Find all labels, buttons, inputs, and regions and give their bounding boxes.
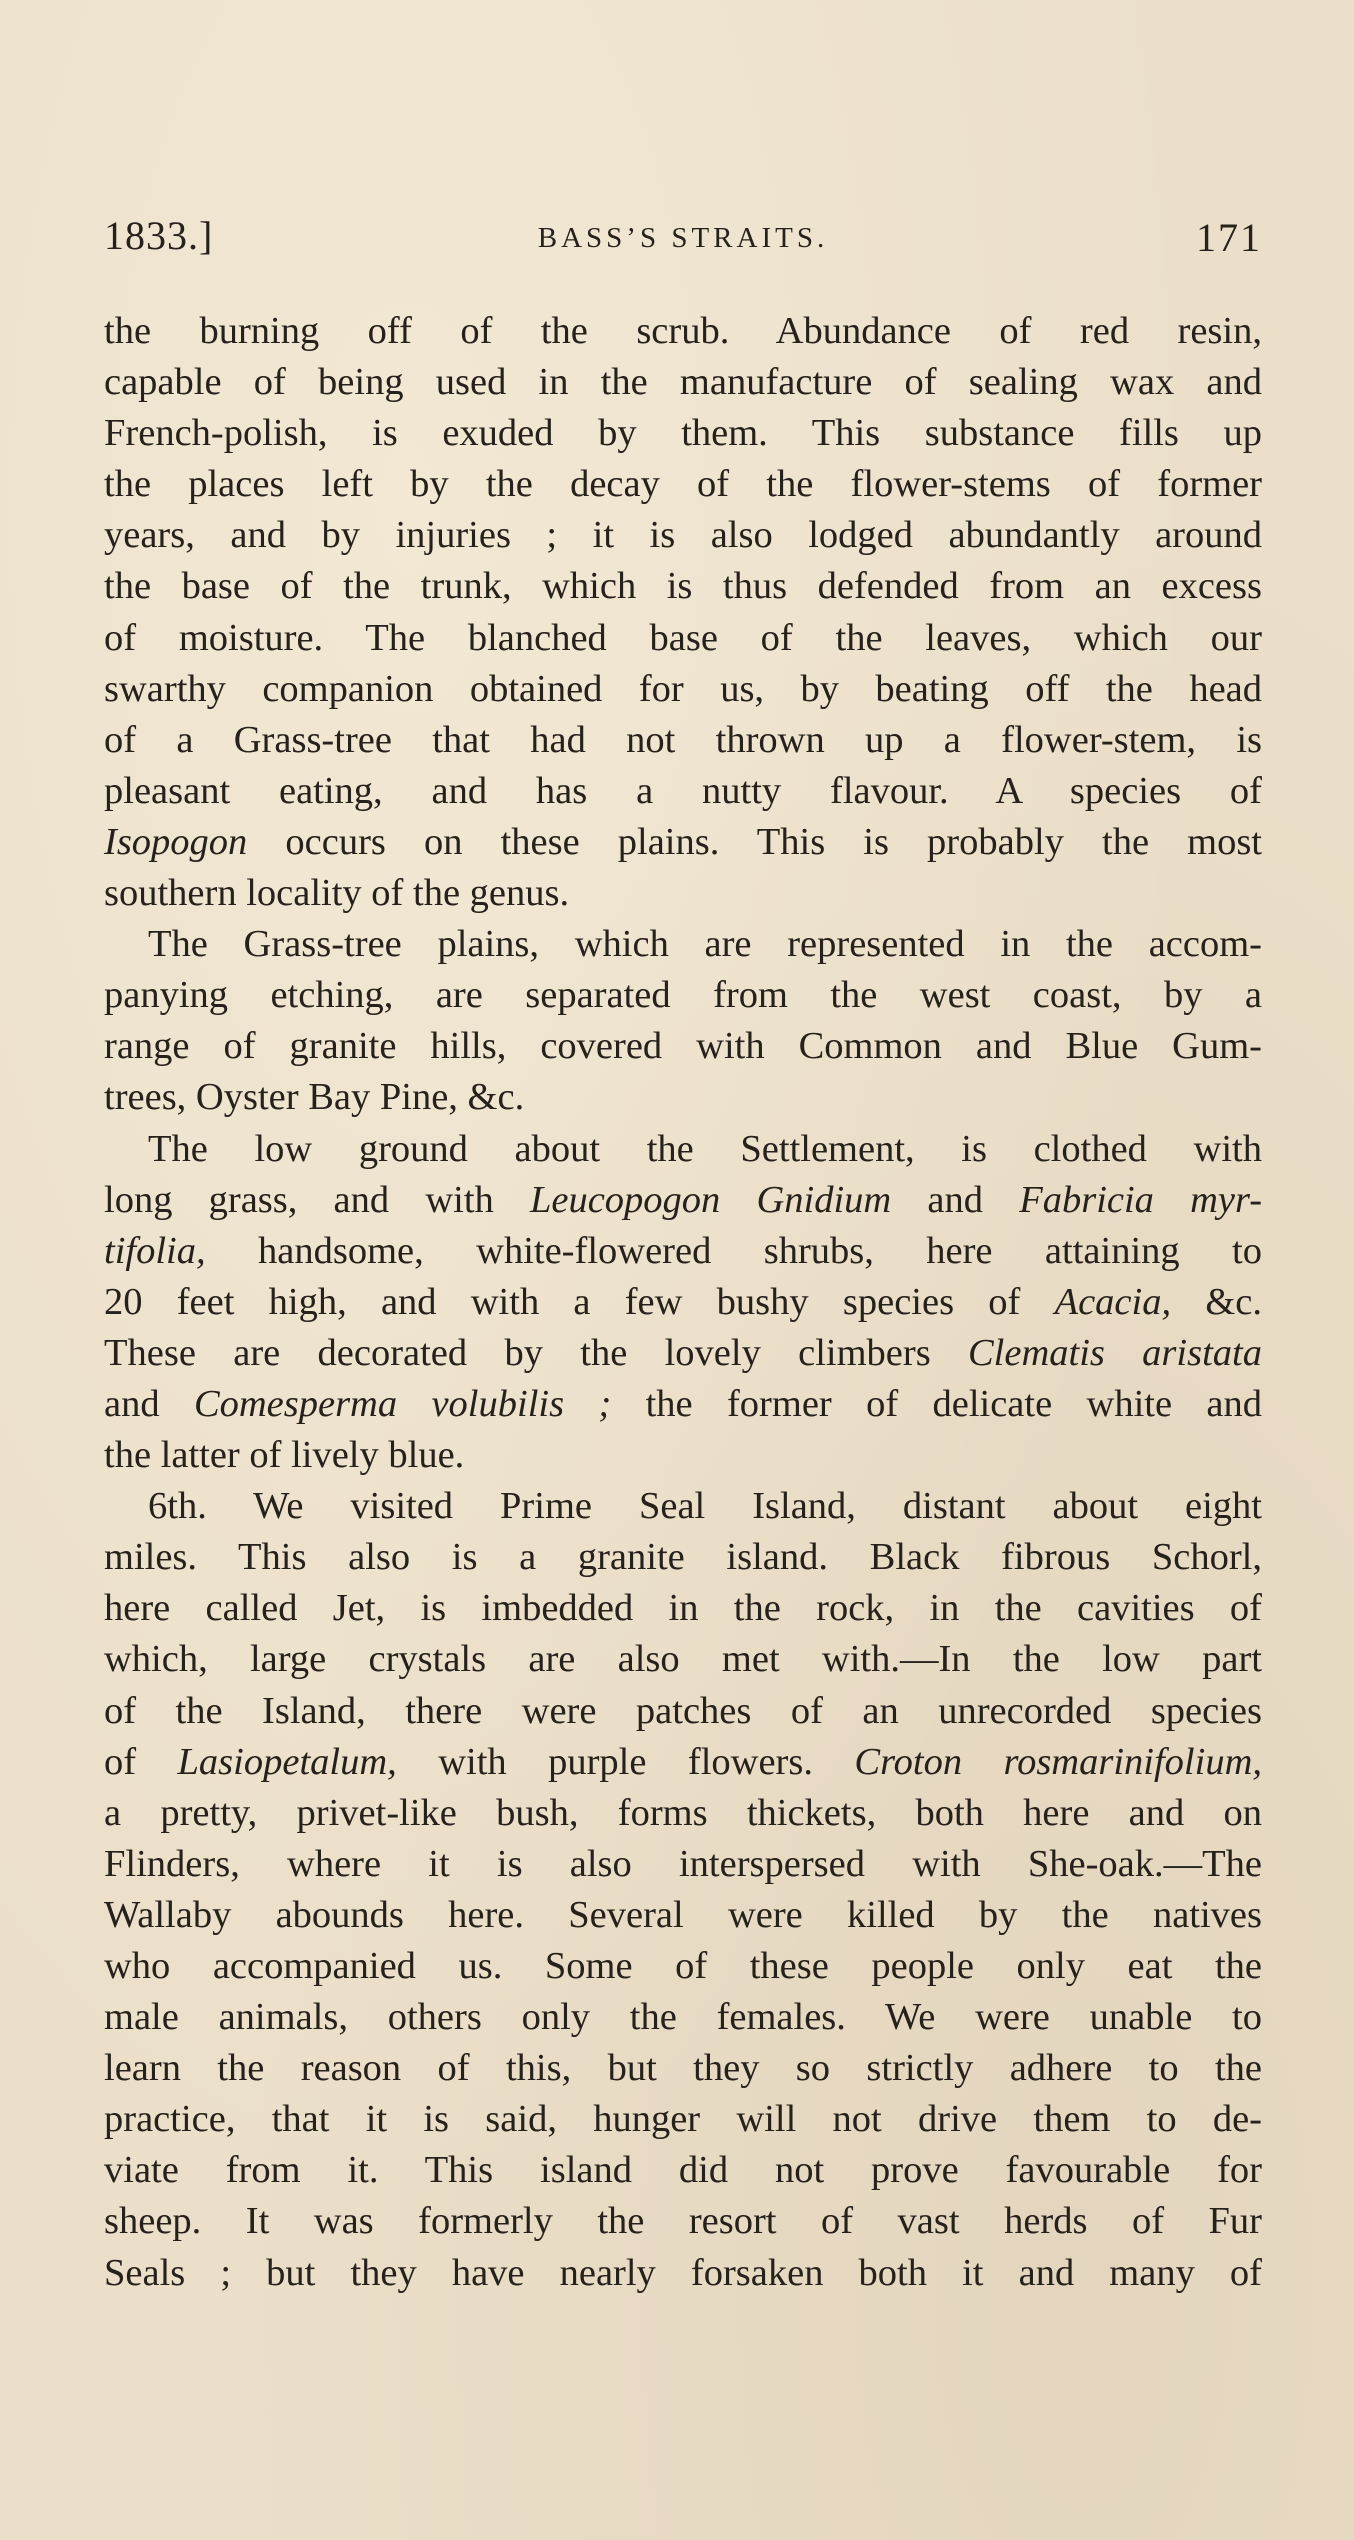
text-segment: of moisture. The blanched base of the leaves, which our	[104, 616, 1262, 659]
page-number: 171	[1196, 215, 1262, 260]
text-segment: the base of the trunk, which is thus defended from an excess	[104, 565, 1262, 608]
text-segment: The low ground about the Settlement, is clothed with	[148, 1127, 1262, 1170]
text-line	[104, 1583, 1262, 1634]
text-line	[104, 1021, 1262, 1072]
text-line	[104, 2094, 1262, 2145]
text-segment: sheep. It was formerly the resort of vast herds of Fur	[104, 2200, 1262, 2243]
italic-text: Fabricia myr-	[1019, 1178, 1263, 1221]
italic-text: Acacia,	[1054, 1280, 1172, 1323]
text-line	[104, 1430, 1262, 1481]
text-segment: practice, that it is said, hunger will not drive them to de-	[104, 2098, 1262, 2141]
text-line	[104, 766, 1262, 817]
text-segment: trees, Oyster Bay Pine, &c.	[104, 1076, 525, 1119]
text-line	[104, 1072, 1262, 1123]
body-text	[104, 306, 1262, 2299]
text-line	[104, 664, 1262, 715]
text-segment: with purple flowers.	[396, 1740, 855, 1783]
italic-text: Comesperma volubilis ;	[193, 1382, 612, 1425]
italic-text: Leucopogon Gnidium	[529, 1178, 892, 1221]
text-segment: pleasant eating, and has a nutty flavour. A species of	[104, 769, 1262, 812]
page-header	[104, 212, 1262, 272]
text-line	[104, 2248, 1262, 2299]
text-segment: of the Island, there were patches of an unrecorded species	[104, 1689, 1262, 1732]
text-segment: range of granite hills, covered with Common and Blue Gum-	[104, 1025, 1262, 1068]
text-line	[104, 1737, 1262, 1788]
text-line	[104, 1634, 1262, 1685]
text-line	[104, 1175, 1262, 1226]
text-segment: 20 feet high, and with a few bushy species of	[104, 1280, 1055, 1323]
text-segment: occurs on these plains. This is probably the most	[247, 820, 1262, 863]
text-segment: southern locality of the genus.	[104, 872, 570, 915]
text-line	[104, 1532, 1262, 1583]
text-segment: handsome, white-flowered shrubs, here attaining to	[205, 1229, 1262, 1272]
text-line	[104, 510, 1262, 561]
text-segment: of a Grass-tree that had not thrown up a flower-stem, is	[104, 718, 1262, 761]
text-segment: viate from it. This island did not prove favourable for	[104, 2149, 1262, 2192]
text-segment: which, large crystals are also met with.—In the low part	[104, 1638, 1262, 1681]
text-segment: and	[891, 1178, 1020, 1221]
text-segment: The Grass-tree plains, which are represented in the accom-	[148, 923, 1262, 966]
text-segment: the latter of lively blue.	[104, 1434, 465, 1477]
text-segment: &c.	[1171, 1280, 1262, 1323]
text-segment: a pretty, privet-like bush, forms thickets, both here and on	[104, 1791, 1262, 1834]
italic-text: Clematis aristata	[967, 1331, 1262, 1374]
italic-text: Isopogon	[104, 820, 248, 863]
text-segment: 6th. We visited Prime Seal Island, distant about eight	[148, 1485, 1262, 1528]
text-segment: Wallaby abounds here. Several were killed by the natives	[104, 1893, 1262, 1936]
text-line	[104, 561, 1262, 612]
text-line	[104, 2145, 1262, 2196]
italic-text: tifolia,	[104, 1229, 206, 1272]
text-line	[104, 1481, 1262, 1532]
text-line	[104, 408, 1262, 459]
text-line	[104, 357, 1262, 408]
text-line	[104, 868, 1262, 919]
text-segment: Seals ; but they have nearly forsaken both it and many of	[104, 2251, 1262, 2294]
text-line	[104, 1686, 1262, 1737]
text-line	[104, 459, 1262, 510]
text-line	[104, 1277, 1262, 1328]
text-segment: panying etching, are separated from the west coast, by a	[104, 974, 1262, 1017]
text-line	[104, 2196, 1262, 2247]
text-line	[104, 613, 1262, 664]
text-line	[104, 715, 1262, 766]
text-segment: years, and by injuries ; it is also lodged abundantly around	[104, 514, 1262, 557]
text-segment: here called Jet, is imbedded in the rock, in the cavities of	[104, 1587, 1262, 1630]
text-line	[104, 817, 1262, 868]
text-line	[104, 1941, 1262, 1992]
text-line	[104, 306, 1262, 357]
text-line	[104, 2043, 1262, 2094]
text-segment: who accompanied us. Some of these people only eat the	[104, 1945, 1262, 1987]
text-line	[104, 1379, 1262, 1430]
text-line	[104, 1328, 1262, 1379]
text-segment: the burning off of the scrub. Abundance of red resin,	[104, 310, 1262, 352]
text-line	[104, 1839, 1262, 1890]
text-segment: miles. This also is a granite island. Black fibrous Schorl,	[104, 1536, 1262, 1579]
text-segment: the former of delicate white and	[611, 1382, 1263, 1425]
italic-text: Lasiopetalum,	[177, 1740, 397, 1783]
italic-text: Croton rosmarinifolium,	[854, 1740, 1263, 1783]
text-segment: French-polish, is exuded by them. This substance fills up	[104, 412, 1262, 455]
text-segment: and	[104, 1382, 194, 1425]
text-line	[104, 1124, 1262, 1175]
header-year: 1833.]	[104, 213, 214, 258]
text-line	[104, 1226, 1262, 1277]
text-segment: learn the reason of this, but they so strictly adhere to the	[104, 2047, 1262, 2090]
text-line	[104, 1992, 1262, 2043]
text-line	[104, 919, 1262, 970]
text-segment: capable of being used in the manufacture of sealing wax and	[104, 361, 1262, 404]
text-segment: of	[104, 1740, 178, 1783]
text-segment: Flinders, where it is also interspersed with She-oak.—The	[104, 1842, 1262, 1885]
text-segment: long grass, and with	[104, 1178, 530, 1221]
text-segment: swarthy companion obtained for us, by beating off the head	[104, 667, 1262, 710]
text-line	[104, 1788, 1262, 1839]
text-line	[104, 1890, 1262, 1941]
text-segment: These are decorated by the lovely climbers	[104, 1331, 968, 1374]
text-segment: the places left by the decay of the flower-stems of former	[104, 463, 1262, 506]
text-segment: male animals, others only the females. We were unable to	[104, 1996, 1262, 2039]
running-title: BASS’S STRAITS.	[537, 222, 829, 254]
text-line	[104, 970, 1262, 1021]
